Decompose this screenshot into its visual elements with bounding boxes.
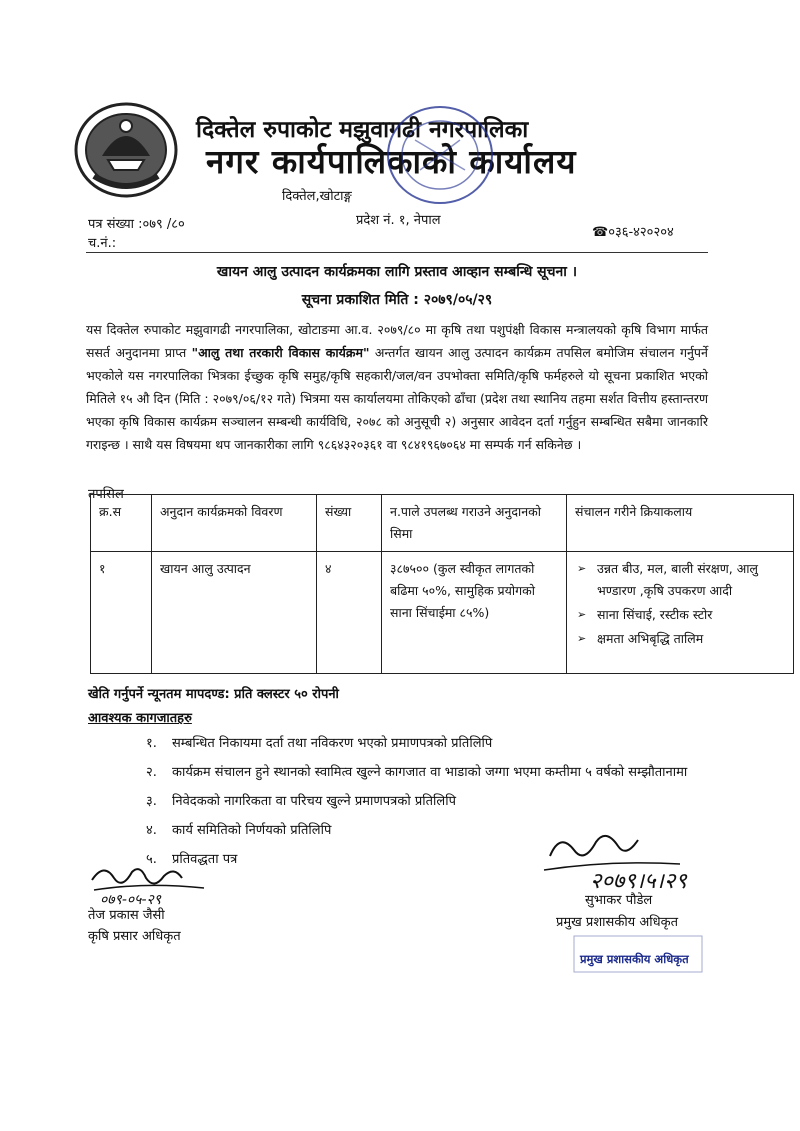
- arrow-bullet-icon: ➢: [577, 632, 587, 645]
- list-item: २. कार्यक्रम संचालन हुने स्थानको स्वामित्व खुल्ने कागजात वा भाडाको जग्गा भएमा कम्तीमा ५ वर्षको सम्झौतानामा: [146, 765, 688, 780]
- list-item: ३. निवेदकको नागरिकता वा परिचय खुल्ने प्रमाणपत्रको प्रतिलिपि: [146, 794, 456, 809]
- notice-heading: खायन आलु उत्पादन कार्यक्रमका लागि प्रस्ताव आव्हान सम्बन्धि सूचना ।: [216, 264, 578, 280]
- required-docs-heading: आवश्यक कागजातहरु: [88, 711, 192, 726]
- header-activities: संचालन गरीने क्रियाकलाय: [567, 495, 794, 552]
- svg-text:०७९-०५-२९: ०७९-०५-२९: [100, 892, 162, 908]
- office-location: दिक्तेल,खोटाङ्ग: [282, 189, 352, 204]
- list-item: ➢ क्षमता अभिबृद्धि तालिम: [597, 628, 785, 650]
- cell-program: खायन आलु उत्पादन: [152, 552, 317, 674]
- list-item: ➢ उन्नत बीउ, मल, बाली संरक्षण, आलु भण्डारण ,कृषि उपकरण आदी: [597, 558, 785, 602]
- header-sn: क्र.स: [91, 495, 152, 552]
- letter-ref-number: पत्र संख्या :०७९ /८०: [88, 217, 185, 232]
- cell-activities: [567, 552, 794, 674]
- program-name: "आलु तथा तरकारी विकास कार्यक्रम": [191, 345, 370, 360]
- office-stamp-icon: [365, 100, 515, 210]
- arrow-bullet-icon: ➢: [577, 562, 587, 575]
- activities-list: [575, 558, 785, 650]
- notice-body-part-1: यस दिक्तेल रुपाकोट मझुवागढी नगरपालिका, खोटाङमा आ.व. २०७९/८० मा कृषि तथा पशुपंक्षी विकास मन्त्रालयको कृषि विभाग मार्फत ससर्त अनुदानमा प्राप्त: [86, 322, 708, 360]
- list-item: ५. प्रतिवद्धता पत्र: [146, 852, 238, 867]
- stamp-text: प्रमुख प्रशासकीय अधिकृत: [580, 952, 689, 966]
- arrow-bullet-icon: ➢: [577, 608, 587, 621]
- notice-published-date: सूचना प्रकाशित मिति : २०७९/०५/२९: [301, 292, 493, 308]
- org-name: दिक्तेल रुपाकोट मझुवागढी नगरपालिका: [196, 117, 529, 143]
- cell-count: ४: [317, 552, 382, 674]
- office-name: नगर कार्यपालिकाको कार्यालय: [206, 142, 577, 181]
- right-signatory-title: प्रमुख प्रशासकीय अधिकृत: [556, 915, 679, 930]
- office-phone: ☎०३६-४२०२०४: [592, 225, 674, 240]
- header-count: संख्या: [317, 495, 382, 552]
- table-header-row: [91, 495, 794, 552]
- program-table: [90, 494, 794, 674]
- header-divider: [86, 252, 708, 253]
- notice-body: [86, 318, 708, 456]
- dispatch-number: च.नं.:: [88, 236, 117, 251]
- list-item: ➢ साना सिंचाई, रस्टीक स्टोर: [597, 604, 785, 626]
- cell-limit: ३८७५०० (कुल स्वीकृत लागतको बढिमा ५०%, सामुहिक प्रयोगको साना सिंचाईमा ८५%): [382, 552, 567, 674]
- right-signatory-name: सुभाकर पौडेल: [585, 893, 653, 908]
- nepal-emblem-icon: [72, 96, 180, 200]
- list-item: ४. कार्य समितिको निर्णयको प्रतिलिपि: [146, 823, 332, 838]
- table-row: [91, 552, 794, 674]
- left-signatory-title: कृषि प्रसार अधिकृत: [88, 929, 181, 944]
- cell-sn: १: [91, 552, 152, 674]
- table-caption: तपसिल: [88, 487, 124, 502]
- left-signatory-name: तेज प्रकास जैसी: [88, 908, 165, 923]
- notice-body-part-2: अन्तर्गत खायन आलु उत्पादन कार्यक्रम तपसिल बमोजिम संचालन गर्नुपर्ने भएकोले यस नगरपालिका भित्रका ईच्छुक कृषि समुह/कृषि सहकारी/जल/वन उपभोक्ता समिति/कृषि फर्महरुले यो सूचना प्रकाशित भएको मितिले १५ औ दिन (मिति : २०७९/०६/१२ गते) भित्रमा यस कार्यालयमा तोकिएको ढाँचा (प्रदेश तथा स्थानिय तहमा सर्शत वित्तीय हस्तान्तरण भएका कृषि विकास कार्यक्रम सञ्चालन सम्बन्धी कार्यविधि, २०७८ को अनुसूची २) अनुसार आवेदन दर्ता गर्नुहुन सम्बन्धित सबैमा जानकारि गराइन्छ । साथै यस विषयमा थप जानकारीका लागि ९८६४३२०३६१ वा ९८४१९६७०६४ मा सम्पर्क गर्न सकिनेछ ।: [86, 345, 708, 452]
- right-signature-icon: [530, 826, 770, 896]
- minimum-land-criteria: खेति गर्नुपर्ने न्यूनतम मापदण्ड: प्रति क्लस्टर ५० रोपनी: [88, 687, 339, 702]
- svg-text:२०७९।५।२९: २०७९।५।२९: [590, 869, 687, 894]
- header-limit: न.पाले उपलब्ध गराउने अनुदानको सिमा: [382, 495, 567, 552]
- list-item: १. सम्बन्धित निकायमा दर्ता तथा नविकरण भएको प्रमाणपत्रको प्रतिलिपि: [146, 736, 493, 751]
- left-signature-icon: [84, 860, 234, 910]
- header-program: अनुदान कार्यक्रमको विवरण: [152, 495, 317, 552]
- office-province: प्रदेश नं. १, नेपाल: [356, 213, 441, 228]
